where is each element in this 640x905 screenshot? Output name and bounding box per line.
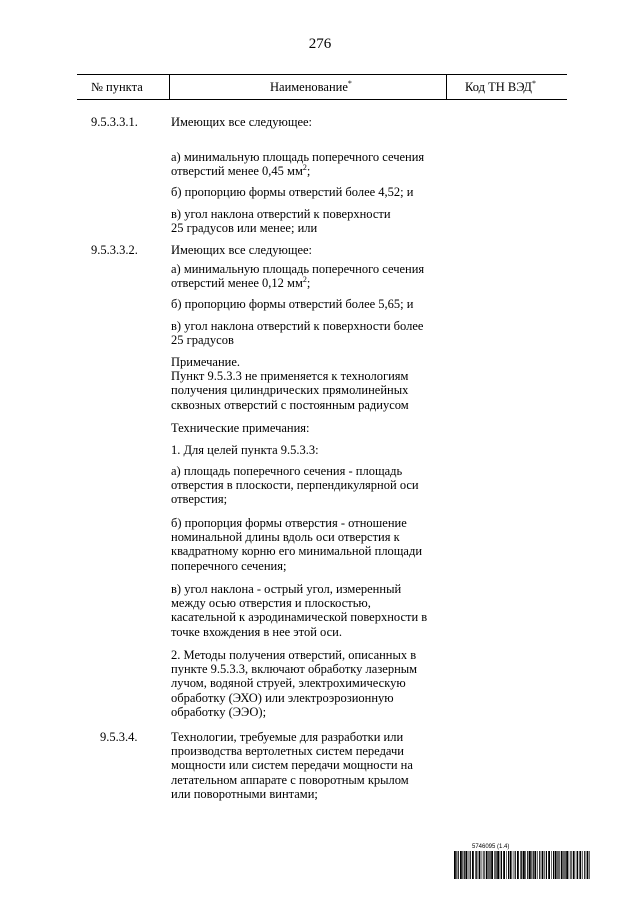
- barcode-bar: [479, 851, 481, 879]
- barcode-bar: [465, 851, 467, 879]
- barcode-bar: [500, 851, 501, 879]
- barcode-bar: [546, 851, 547, 879]
- barcode-bar: [503, 851, 505, 879]
- barcode-bar: [464, 851, 465, 879]
- header-divider: [169, 75, 170, 99]
- barcode-bar: [555, 851, 557, 879]
- item-text: а) минимальную площадь поперечного сечения отверстий менее 0,45 $мм^2$;: [171, 150, 425, 179]
- barcode-bar: [520, 851, 521, 879]
- barcode-bar: [542, 851, 544, 879]
- barcode-bar: [577, 851, 578, 879]
- barcode-bar: [529, 851, 531, 879]
- barcode-bar: [534, 851, 536, 879]
- item-text: Имеющих все следующее:: [171, 243, 313, 257]
- barcode-bar: [525, 851, 526, 879]
- barcode-bar: [576, 851, 577, 879]
- item-number: 9.5.3.3.1.: [91, 115, 138, 129]
- barcode-image: [454, 851, 590, 879]
- barcode-bar: [539, 851, 540, 879]
- item-text: Примечание. Пункт 9.5.3.3 не применяется к технологиям получения цилиндрических прямолинейных сквозных отверстий с постоянным радиусом: [171, 355, 409, 412]
- item-text: 2. Методы получения отверстий, описанных в пункте 9.5.3.3, включают обработку лазерным лучом, водяной струей, электрохимическую обработку (ЭХО) или электроэрозионную обработку (ЭЭО);: [171, 648, 418, 719]
- barcode-bar: [564, 851, 565, 879]
- barcode-bar: [462, 851, 463, 879]
- item-text: в) угол наклона отверстий к поверхности 25 градусов или менее; или: [171, 207, 391, 236]
- barcode-bar: [548, 851, 550, 879]
- page-number: 276: [308, 36, 332, 52]
- barcode-bar: [563, 851, 564, 879]
- barcode-bar: [561, 851, 563, 879]
- barcode-bar: [506, 851, 507, 879]
- barcode-bar: [521, 851, 522, 879]
- barcode-bar: [513, 851, 514, 879]
- barcode-bar: [566, 851, 568, 879]
- header-divider: [446, 75, 447, 99]
- barcode-bar: [553, 851, 554, 879]
- barcode-bar: [515, 851, 516, 879]
- table-header: [77, 74, 567, 100]
- barcode-bar: [523, 851, 525, 879]
- barcode-bar: [579, 851, 581, 879]
- item-text: а) площадь поперечного сечения - площадь отверстия в плоскости, перпендикулярной оси отверстия;: [171, 464, 419, 507]
- barcode-bar: [569, 851, 570, 879]
- header-code-column: [465, 80, 536, 95]
- item-text: б) пропорцию формы отверстий более 5,65; и: [171, 297, 414, 311]
- barcode-bar: [582, 851, 583, 879]
- barcode-bar: [470, 851, 471, 879]
- barcode-bar: [551, 851, 552, 879]
- barcode-bar: [558, 851, 559, 879]
- barcode-bar: [460, 851, 462, 879]
- barcode-bar: [476, 851, 477, 879]
- item-text: Технологии, требуемые для разработки или производства вертолетных систем передачи мощности или систем передачи мощности на летательном аппарате с поворотным крылом или поворотными винтами;: [171, 730, 413, 801]
- barcode-bar: [570, 851, 571, 879]
- barcode-bar: [533, 851, 534, 879]
- barcode-bar: [573, 851, 575, 879]
- barcode-bar: [456, 851, 457, 879]
- barcode-bar: [501, 851, 502, 879]
- superscript: 2: [302, 163, 307, 173]
- barcode-bar: [491, 851, 493, 879]
- item-number: 9.5.3.3.2.: [91, 243, 138, 257]
- barcode-bar: [587, 851, 589, 879]
- header-name-column: [270, 80, 352, 95]
- barcode-bar: [454, 851, 456, 879]
- header-number-column: № пункта: [91, 80, 143, 94]
- barcode-bar: [508, 851, 509, 879]
- item-text: Имеющих все следующее:: [171, 115, 313, 129]
- barcode-bar: [531, 851, 532, 879]
- superscript: 2: [302, 275, 307, 285]
- barcode-bar: [468, 851, 469, 879]
- barcode-bar: [544, 851, 545, 879]
- barcode-bar: [472, 851, 474, 879]
- item-text: в) угол наклона - острый угол, измеренный между осью отверстия и плоскостью, касательной к аэродинамической поверхности в точке вхождения в нее этой оси.: [171, 582, 428, 639]
- header-name-footnote: *: [347, 78, 352, 88]
- barcode-bar: [486, 851, 488, 879]
- barcode-bar: [497, 851, 499, 879]
- barcode-bar: [557, 851, 558, 879]
- barcode-label: 5746095 (1.4): [472, 844, 510, 850]
- barcode-bar: [483, 851, 484, 879]
- barcode-bar: [489, 851, 490, 879]
- barcode-bar: [488, 851, 489, 879]
- barcode-bar: [458, 851, 459, 879]
- header-code-label: Код ТН ВЭД: [465, 80, 532, 94]
- barcode-bar: [494, 851, 495, 879]
- barcode-bar: [589, 851, 590, 879]
- item-text: 1. Для целей пункта 9.5.3.3:: [171, 443, 319, 457]
- header-code-footnote: *: [531, 78, 536, 88]
- barcode-bar: [517, 851, 519, 879]
- header-name-label: Наименование: [270, 80, 348, 94]
- item-number: 9.5.3.4.: [100, 730, 138, 744]
- barcode-bar: [584, 851, 585, 879]
- barcode-bar: [510, 851, 512, 879]
- item-text: а) минимальную площадь поперечного сечения отверстий менее 0,12 $мм^2$;: [171, 262, 425, 291]
- barcode-bar: [495, 851, 496, 879]
- item-text: Технические примечания:: [171, 421, 310, 435]
- item-text: б) пропорцию формы отверстий более 4,52; и: [171, 185, 414, 199]
- barcode-bar: [475, 851, 476, 879]
- item-text: в) угол наклона отверстий к поверхности более 25 градусов: [171, 319, 424, 348]
- barcode-bar: [482, 851, 483, 879]
- barcode-bar: [537, 851, 538, 879]
- item-text: б) пропорция формы отверстия - отношение номинальной длины вдоль оси отверстия к квадратному корню его минимальной площади поперечного сечения;: [171, 516, 423, 573]
- barcode-bar: [527, 851, 528, 879]
